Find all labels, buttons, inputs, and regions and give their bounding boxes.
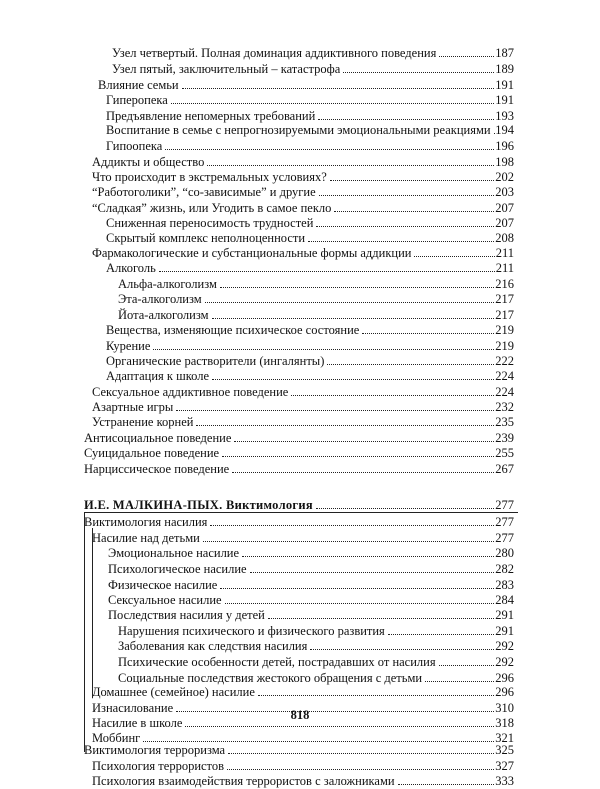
dot-leader xyxy=(318,108,494,120)
toc-entry-title: Сексуальное аддиктивное поведение xyxy=(92,385,289,399)
toc-entry xyxy=(0,758,600,773)
toc-entry-title: Йота-алкоголизм xyxy=(118,308,209,322)
toc-entry xyxy=(0,399,600,414)
toc-entry-title: Насилие в школе xyxy=(92,716,183,730)
toc-entry-page: 224 xyxy=(495,385,514,399)
dot-leader xyxy=(205,291,495,303)
toc-entry-page: 291 xyxy=(495,624,514,638)
toc-entry xyxy=(0,138,600,153)
toc-entry-title: Нарушения психического и физического развития xyxy=(118,624,385,638)
toc-entry-title: Узел пятый, заключительный – катастрофа xyxy=(112,62,341,76)
dot-leader xyxy=(414,245,494,257)
dot-leader xyxy=(225,592,495,604)
toc-entry xyxy=(0,169,600,184)
toc-entry-page: 211 xyxy=(495,261,514,275)
toc-entry xyxy=(0,122,600,137)
dot-leader xyxy=(494,122,495,134)
toc-entry-title: Изнасилование xyxy=(92,701,174,715)
toc-entry xyxy=(0,461,600,476)
toc-entry-title: Эмоциональное насилие xyxy=(108,546,240,560)
dot-leader xyxy=(212,368,494,380)
toc-entry-page: 191 xyxy=(495,93,514,107)
dot-leader xyxy=(222,445,494,457)
toc-entry xyxy=(0,368,600,383)
toc-entry-title: Узел четвертый. Полная доминация аддиктивного поведения xyxy=(112,46,437,60)
toc-entry-title: И.Е. МАЛКИНА-ПЫХ. Виктимология xyxy=(84,498,313,512)
toc-entry xyxy=(0,276,600,291)
toc-entry-page: 217 xyxy=(495,292,514,306)
toc-entry xyxy=(0,577,600,592)
toc-entry xyxy=(0,545,600,560)
toc-entry-title: Последствия насилия у детей xyxy=(108,608,265,622)
toc-entry-title: Что происходит в экстремальных условиях? xyxy=(92,170,327,184)
toc-entry-page: 284 xyxy=(495,593,514,607)
dot-leader xyxy=(330,169,494,181)
toc-entry-page: 296 xyxy=(495,685,514,699)
toc-entry-title: Психология террористов xyxy=(92,759,225,773)
toc-entry-page: 282 xyxy=(495,562,514,576)
toc-entry-page: 277 xyxy=(495,531,514,545)
dot-leader xyxy=(143,730,494,742)
toc-entry xyxy=(0,322,600,337)
dot-leader xyxy=(334,200,494,212)
toc-entry-title: Заболевания как следствия насилия xyxy=(118,639,308,653)
dot-leader xyxy=(171,92,494,104)
toc-entry-title: Влияние семьи xyxy=(98,78,179,92)
dot-leader xyxy=(153,338,494,350)
toc-entry xyxy=(0,684,600,699)
dot-leader xyxy=(220,577,494,589)
toc-entry xyxy=(0,154,600,169)
dot-leader xyxy=(203,530,494,542)
dot-leader xyxy=(227,758,494,770)
toc-entry xyxy=(0,353,600,368)
dot-leader xyxy=(308,230,494,242)
toc-entry xyxy=(0,384,600,399)
toc-entry-title: Фармакологические и субстанциональные формы аддикции xyxy=(92,246,412,260)
toc-entry-title: Эта-алкоголизм xyxy=(118,292,202,306)
toc-entry-title: Нарциссическое поведение xyxy=(84,462,230,476)
toc-entry xyxy=(0,61,600,76)
toc-entry-page: 189 xyxy=(495,62,514,76)
toc-entry-page: 203 xyxy=(495,185,514,199)
vertical-bar xyxy=(92,528,93,698)
toc-entry-title: Альфа-алкоголизм xyxy=(118,277,217,291)
toc-entry-title: Домашнее (семейное) насилие xyxy=(92,685,255,699)
toc-entry xyxy=(0,230,600,245)
toc-entry xyxy=(0,445,600,460)
toc-entry-page: 219 xyxy=(495,323,514,337)
toc-entry xyxy=(0,773,600,788)
toc-entry-page: 219 xyxy=(495,339,514,353)
toc-entry-page: 255 xyxy=(495,446,514,460)
toc-entry-page: 211 xyxy=(495,246,514,260)
toc-entry-title: Алкоголь xyxy=(106,261,156,275)
toc-entry xyxy=(0,215,600,230)
dot-leader xyxy=(210,514,494,526)
toc-entry-page: 267 xyxy=(495,462,514,476)
dot-leader xyxy=(362,322,494,334)
toc-entry-page: 280 xyxy=(495,546,514,560)
horizontal-rule xyxy=(84,512,518,513)
toc-entry-page: 325 xyxy=(495,743,514,757)
toc-entry-page: 198 xyxy=(495,155,514,169)
toc-entry-title: Гиперопека xyxy=(106,93,168,107)
toc-entry-page: 283 xyxy=(495,578,514,592)
toc-entry-title: Сниженная переносимость трудностей xyxy=(106,216,314,230)
toc-entry xyxy=(0,414,600,429)
toc-entry-title: Аддикты и общество xyxy=(92,155,205,169)
toc-entry xyxy=(0,92,600,107)
toc-entry xyxy=(0,561,600,576)
toc-entry xyxy=(0,245,600,260)
toc-entry-page: 202 xyxy=(495,170,514,184)
toc-entry-page: 193 xyxy=(495,109,514,123)
toc-entry-page: 207 xyxy=(495,216,514,230)
toc-entry-title: Гипоопека xyxy=(106,139,163,153)
dot-leader xyxy=(212,307,495,319)
toc-entry xyxy=(0,45,600,60)
toc-entry xyxy=(0,607,600,622)
toc-entry xyxy=(0,592,600,607)
toc-entry-title: Антисоциальное поведение xyxy=(84,431,232,445)
toc-entry xyxy=(0,291,600,306)
toc-entry-title: “Сладкая” жизнь, или Угодить в самое пекло xyxy=(92,201,332,215)
toc-entry-title: Скрытый комплекс неполноценности xyxy=(106,231,306,245)
dot-leader xyxy=(439,654,495,666)
toc-entry-page: 222 xyxy=(495,354,514,368)
toc-entry-title: Социальные последствия жестокого обращения с детьми xyxy=(118,671,423,685)
toc-entry xyxy=(0,77,600,92)
dot-leader xyxy=(228,742,494,754)
toc-entry xyxy=(0,430,600,445)
toc-entry-title: Азартные игры xyxy=(92,400,174,414)
dot-leader xyxy=(316,215,494,227)
dot-leader xyxy=(268,607,494,619)
dot-leader xyxy=(250,561,495,573)
toc-entry xyxy=(0,654,600,669)
toc-entry-title: Устранение корней xyxy=(92,415,194,429)
dot-leader xyxy=(319,184,495,196)
toc-entry-title: Курение xyxy=(106,339,151,353)
toc-entry-title: Суицидальное поведение xyxy=(84,446,220,460)
toc-entry-page: 196 xyxy=(495,139,514,153)
dot-leader xyxy=(258,684,494,696)
dot-leader xyxy=(343,61,494,73)
toc-entry xyxy=(0,338,600,353)
dot-leader xyxy=(310,638,494,650)
toc-entry-title: Виктимология насилия xyxy=(84,515,208,529)
toc-entry-page: 194 xyxy=(495,123,514,137)
toc-entry xyxy=(0,260,600,275)
dot-leader xyxy=(234,430,494,442)
toc-entry xyxy=(0,623,600,638)
toc-entry-page: 292 xyxy=(495,639,514,653)
toc-entry-title: Моббинг xyxy=(92,731,141,745)
toc-entry-title: “Работоголики”, “со-зависимые” и другие xyxy=(92,185,316,199)
toc-entry-page: 277 xyxy=(495,498,514,512)
dot-leader xyxy=(242,545,494,557)
toc-entry-page: 235 xyxy=(495,415,514,429)
dot-leader xyxy=(439,45,494,57)
dot-leader xyxy=(425,670,494,682)
toc-entry-title: Психология взаимодействия террористов с заложниками xyxy=(92,774,395,788)
dot-leader xyxy=(398,773,495,785)
toc-entry-page: 239 xyxy=(495,431,514,445)
toc-entry-page: 207 xyxy=(495,201,514,215)
toc-entry-page: 217 xyxy=(495,308,514,322)
toc-entry-page: 310 xyxy=(495,701,514,715)
toc-entry-page: 216 xyxy=(495,277,514,291)
dot-leader xyxy=(220,276,494,288)
toc-entry-title: Физическое насилие xyxy=(108,578,218,592)
toc-entry-title: Вещества, изменяющие психическое состояние xyxy=(106,323,360,337)
toc-entry xyxy=(0,184,600,199)
toc-entry xyxy=(0,638,600,653)
toc-entry-page: 296 xyxy=(495,671,514,685)
toc-entry-page: 191 xyxy=(495,78,514,92)
dot-leader xyxy=(182,77,495,89)
dot-leader xyxy=(159,260,495,272)
toc-entry-page: 327 xyxy=(495,759,514,773)
toc-entry-title: Виктимология терроризма xyxy=(84,743,226,757)
toc-entry-page: 291 xyxy=(495,608,514,622)
dot-leader xyxy=(165,138,494,150)
toc-entry-page: 224 xyxy=(495,369,514,383)
toc-entry-title: Органические растворители (ингалянты) xyxy=(106,354,325,368)
dot-leader xyxy=(388,623,494,635)
toc-entry-title: Предъявление непомерных требований xyxy=(106,109,316,123)
vertical-bar xyxy=(84,512,85,752)
toc-entry-page: 277 xyxy=(495,515,514,529)
toc-entry-title: Психические особенности детей, пострадавших от насилия xyxy=(118,655,436,669)
toc-entry-page: 333 xyxy=(495,774,514,788)
toc-entry-page: 187 xyxy=(495,46,514,60)
toc-entry xyxy=(0,200,600,215)
toc-entry xyxy=(0,514,600,529)
dot-leader xyxy=(327,353,494,365)
toc-entry-title: Сексуальное насилие xyxy=(108,593,222,607)
dot-leader xyxy=(196,414,494,426)
toc-entry xyxy=(0,530,600,545)
toc-entry-page: 232 xyxy=(495,400,514,414)
dot-leader xyxy=(291,384,494,396)
toc-entry-page: 321 xyxy=(495,731,514,745)
dot-leader xyxy=(232,461,494,473)
toc-entry-title: Психологическое насилие xyxy=(108,562,247,576)
toc-entry-title: Воспитание в семье с непрогнозируемыми эмоциональными реакциями xyxy=(106,123,491,137)
section-heading xyxy=(0,497,600,512)
toc-entry xyxy=(0,670,600,685)
toc-entry xyxy=(0,307,600,322)
toc-entry-title: Насилие над детьми xyxy=(92,531,200,545)
page-number: 818 xyxy=(290,708,310,722)
dot-leader xyxy=(176,399,494,411)
dot-leader xyxy=(207,154,494,166)
toc-entry-page: 292 xyxy=(495,655,514,669)
toc-entry-page: 318 xyxy=(495,716,514,730)
toc-entry-title: Адаптация к школе xyxy=(106,369,210,383)
toc-entry xyxy=(0,108,600,123)
toc-entry-page: 208 xyxy=(495,231,514,245)
dot-leader xyxy=(316,497,494,509)
